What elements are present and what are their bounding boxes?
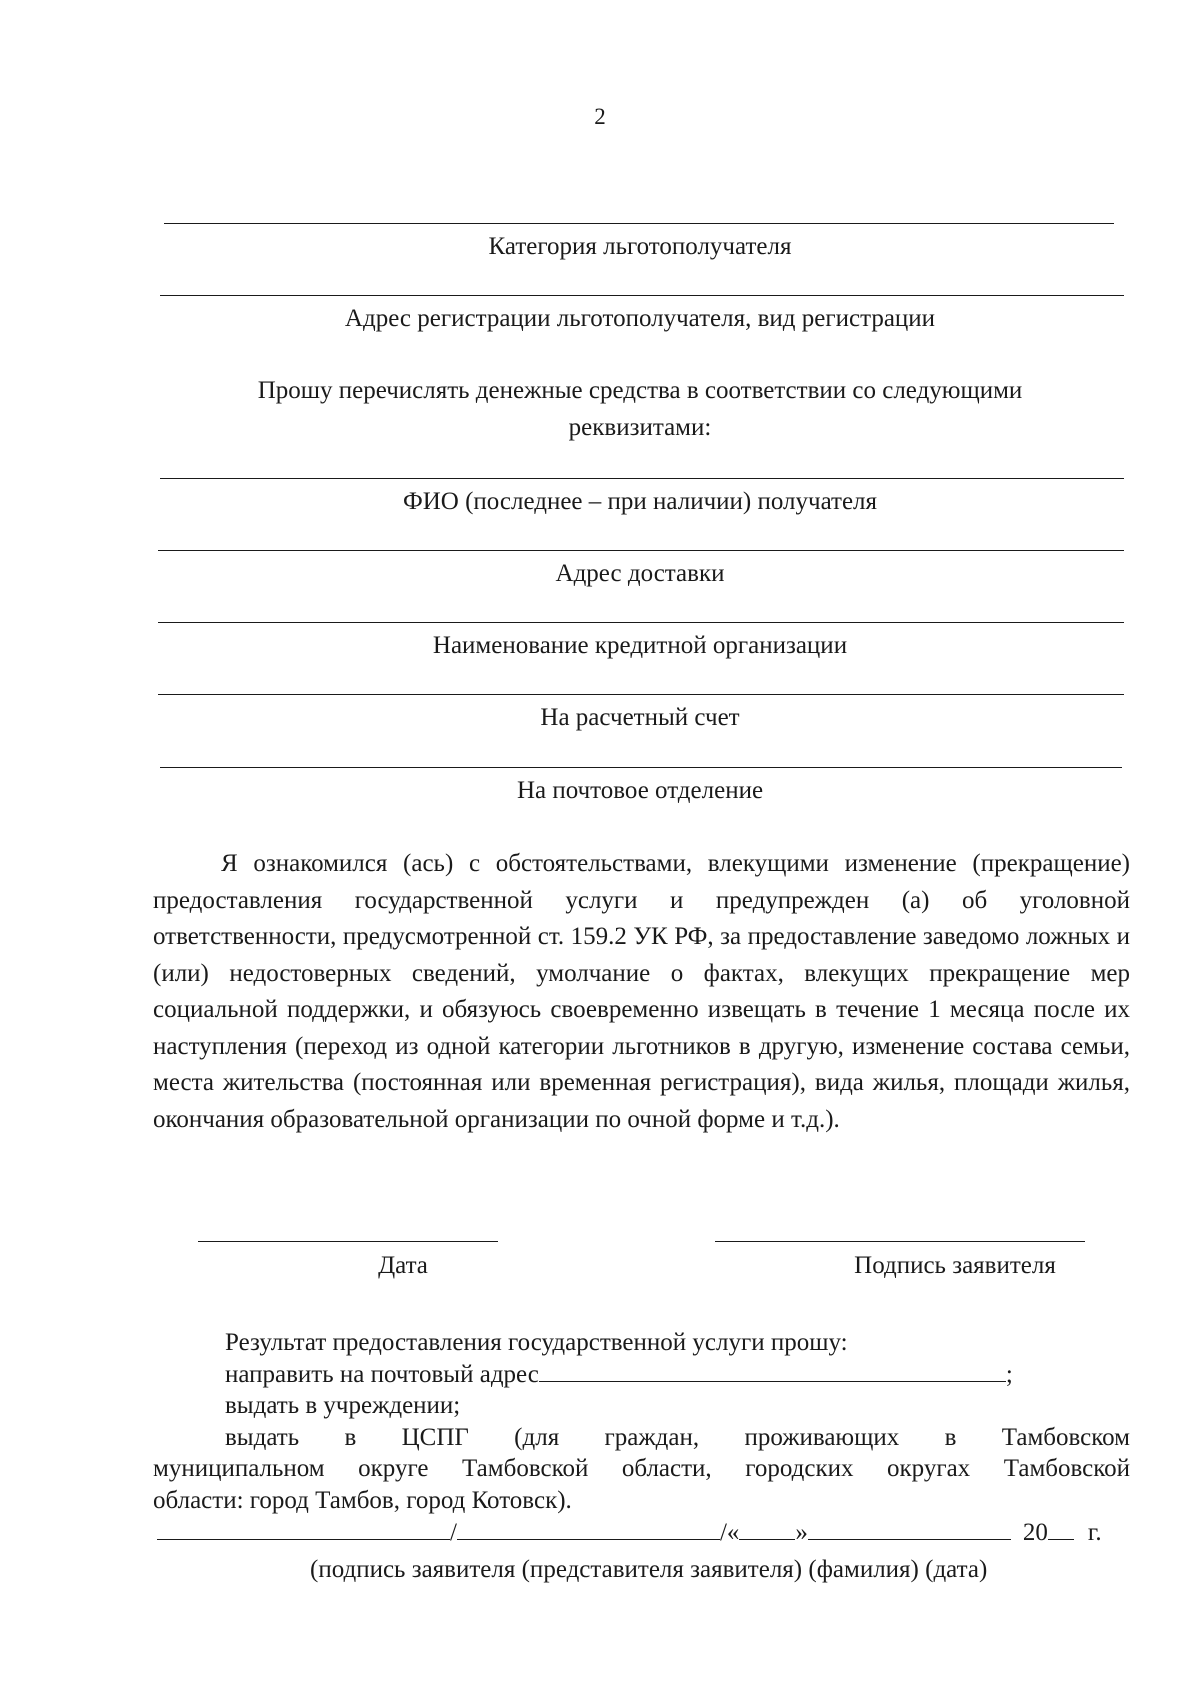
option-cspg-line3: области: город Тамбов, город Котовск). [153, 1486, 572, 1514]
option-cspg-line2: муниципальном округе Тамбовской области, городских округах Тамбовской [153, 1455, 1130, 1482]
year-prefix: 20 [1022, 1519, 1048, 1546]
applicant-signature-field[interactable] [157, 1517, 450, 1540]
delivery-address-line [158, 550, 1124, 551]
category-line [164, 223, 1114, 224]
month-field[interactable] [808, 1517, 1011, 1540]
final-caption: (подпись заявителя (представителя заявителя) (фамилия) (дата) [310, 1556, 988, 1583]
recipient-name-label: ФИО (последнее – при наличии) получателя [402, 488, 878, 515]
post-office-label: На почтовое отделение [516, 777, 764, 804]
result-block [153, 1327, 1130, 1516]
result-intro: Результат предоставления государственной услуги прошу: [225, 1329, 848, 1356]
request-intro-line2: реквизитами: [568, 414, 712, 441]
slash-separator: / [450, 1519, 457, 1546]
date-close-quote: » [795, 1519, 808, 1546]
date-line [198, 1241, 498, 1242]
delivery-address-label: Адрес доставки [555, 560, 725, 587]
declaration-paragraph: Я ознакомился (ась) с обстоятельствами, влекущими изменение (прекращение) предоставления государственной услуги и предупрежден (а) об уголовной ответственности, предусмотренной ст. 159.2 УК РФ, за предоставление заведомо ложных и (или) недостоверных сведений, умолчание о фактах, влекущих прекращение мер социальной поддержки, и обязуюсь своевременно извещать в течение 1 месяца после их наступления (переход из одной категории льготников в другую, изменение состава семьи, места жительства (постоянная или временная регистрация), вида жилья, площади жилья, окончания образовательной организации по очной форме и т.д.). [153, 850, 1130, 1133]
option-cspg-line1: выдать в ЦСПГ (для граждан, проживающих в Тамбовском [225, 1423, 1130, 1451]
year-field[interactable] [1048, 1517, 1074, 1540]
option-mail-label: направить на почтовый адрес [225, 1360, 539, 1388]
signature-line [715, 1241, 1085, 1242]
category-label: Категория льготополучателя [488, 233, 792, 260]
request-intro-line1: Прошу перечислять денежные средства в соответствии со следующими [257, 377, 1023, 404]
credit-org-line [158, 622, 1124, 623]
post-office-line [160, 767, 1122, 768]
credit-org-label: Наименование кредитной организации [432, 632, 848, 659]
option-mail-end: ; [1005, 1360, 1013, 1388]
page-number: 2 [594, 104, 606, 129]
option-institution: выдать в учреждении; [225, 1392, 461, 1419]
account-line [158, 694, 1124, 695]
surname-field[interactable] [457, 1517, 720, 1540]
final-signature-line [157, 1517, 1130, 1548]
mail-address-field[interactable] [539, 1359, 1006, 1382]
date-open-quote: /« [719, 1519, 740, 1546]
day-field[interactable] [739, 1517, 795, 1540]
registration-line [160, 295, 1124, 296]
year-suffix: г. [1087, 1519, 1102, 1546]
account-label: На расчетный счет [540, 704, 740, 731]
option-mail [153, 1359, 1130, 1391]
recipient-name-line [160, 478, 1124, 479]
date-label: Дата [378, 1252, 428, 1279]
signature-label: Подпись заявителя [854, 1252, 1056, 1279]
registration-label: Адрес регистрации льготополучателя, вид регистрации [344, 305, 936, 332]
